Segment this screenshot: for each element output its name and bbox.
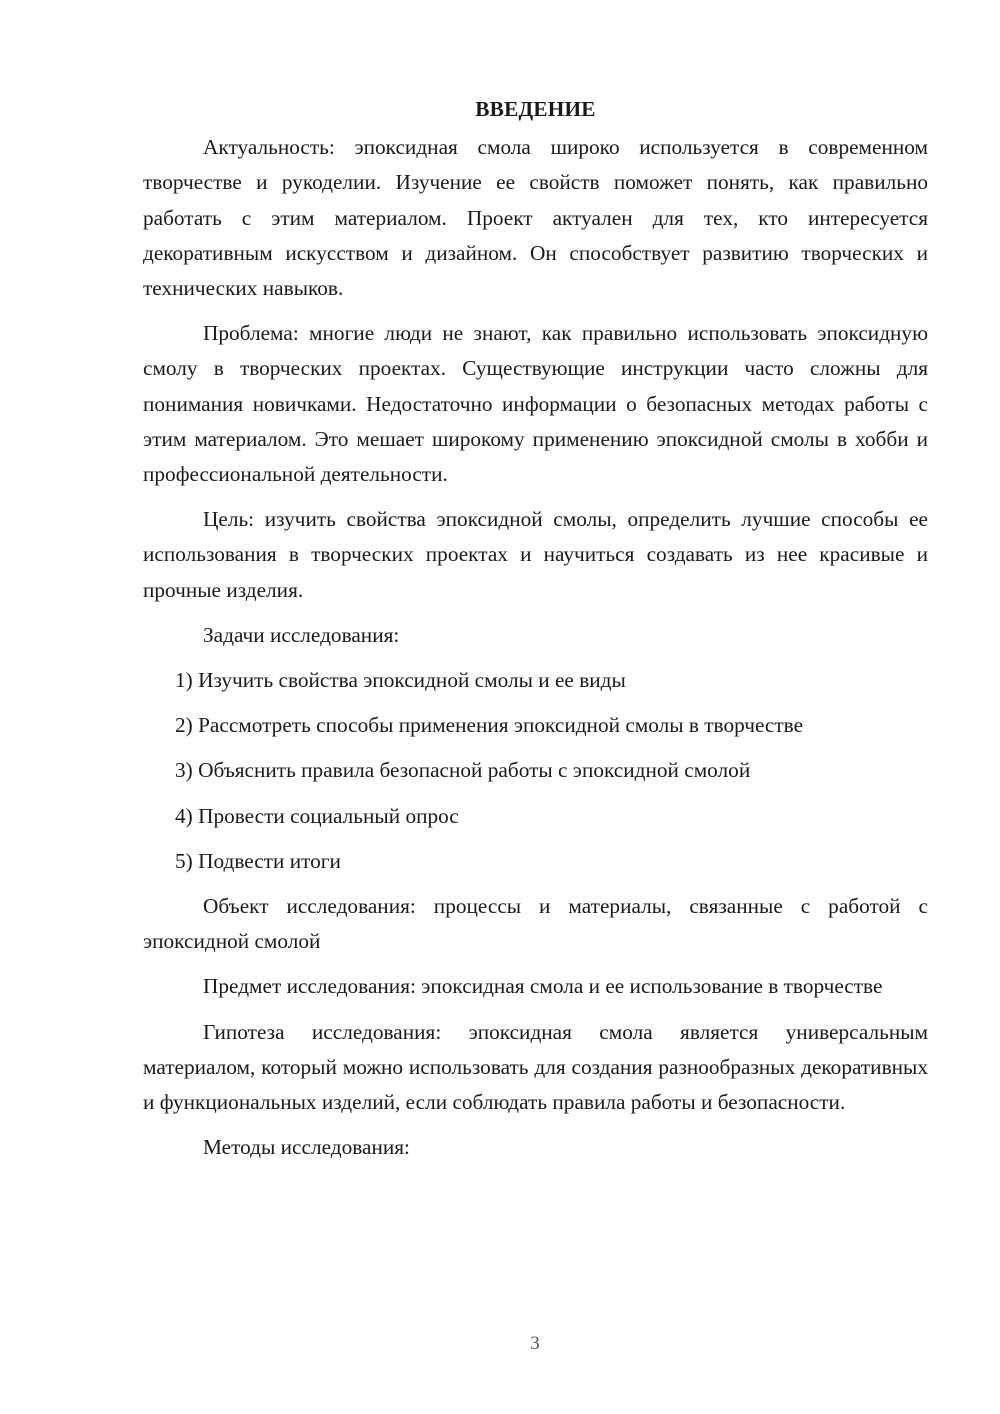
methods-heading: Методы исследования:	[203, 1135, 410, 1160]
problem-paragraph: Проблема: многие люди не знают, как правильно использовать эпоксидную смолу в творческих проектах. Существующие инструкции часто сложны для понимания новичками. Недостаточно информации о безопасных методах работы с этим материалом. Это мешает широкому применению эпоксидной смолы в хобби и профессиональной деятельности.	[143, 321, 928, 487]
task-item: 4) Провести социальный опрос	[175, 803, 459, 828]
task-item: 3) Объяснить правила безопасной работы с эпоксидной смолой	[175, 758, 751, 783]
relevance-paragraph: Актуальность: эпоксидная смола широко используется в современном творчестве и рукоделии. Изучение ее свойств поможет понять, как правильно работать с этим материалом. Проект актуален для тех, кто интересуется декоративным искусством и дизайном. Он способствует развитию творческих и технических навыков.	[143, 135, 928, 301]
tasks-heading: Задачи исследования:	[203, 622, 400, 647]
subject-paragraph: Предмет исследования: эпоксидная смола и ее использование в творчестве	[203, 974, 883, 999]
tasks-list	[143, 663, 928, 879]
section-title: ВВЕДЕНИЕ	[475, 97, 596, 121]
object-paragraph: Объект исследования: процессы и материалы, связанные с работой с эпоксидной смолой	[143, 894, 928, 954]
task-item: 2) Рассмотреть способы применения эпоксидной смолы в творчестве	[175, 713, 804, 738]
page-content	[143, 92, 928, 1175]
task-item: 5) Подвести итоги	[175, 848, 341, 873]
hypothesis-paragraph: Гипотеза исследования: эпоксидная смола является универсальным материалом, который можно использовать для создания разнообразных декоративных и функциональных изделий, если соблюдать правила работы и безопасности.	[143, 1019, 928, 1115]
page-number: 3	[530, 1333, 540, 1354]
task-item: 1) Изучить свойства эпоксидной смолы и ее виды	[175, 668, 626, 693]
goal-paragraph: Цель: изучить свойства эпоксидной смолы, определить лучшие способы ее использования в творческих проектах и научиться создавать из нее красивые и прочные изделия.	[143, 507, 928, 602]
